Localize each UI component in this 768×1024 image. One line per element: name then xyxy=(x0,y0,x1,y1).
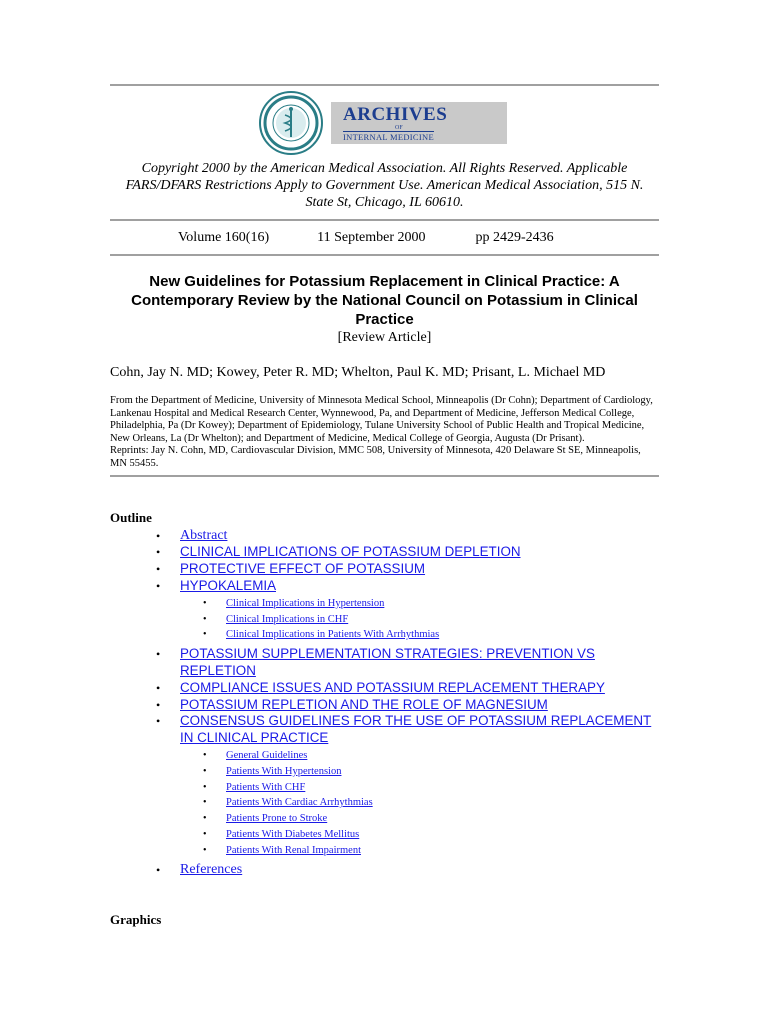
outline-link-hypokalemia[interactable]: HYPOKALEMIA xyxy=(180,577,276,593)
outline-link-patients-stroke[interactable]: Patients Prone to Stroke xyxy=(226,813,328,825)
outline-link-general-guidelines[interactable]: General Guidelines xyxy=(226,749,308,761)
outline-link-patients-hypertension[interactable]: Patients With Hypertension xyxy=(226,765,342,777)
outline-subitem xyxy=(180,596,659,612)
outline-link-compliance[interactable]: COMPLIANCE ISSUES AND POTASSIUM REPLACEMENT THERAPY xyxy=(180,679,605,695)
outline-link-clinical-implications[interactable]: CLINICAL IMPLICATIONS OF POTASSIUM DEPLETION xyxy=(180,544,521,560)
outline-item xyxy=(110,862,659,879)
outline-subitem xyxy=(180,764,659,780)
outline-item xyxy=(110,544,659,561)
journal-title: ARCHIVES xyxy=(343,103,448,125)
article-authors: Cohn, Jay N. MD; Kowey, Peter R. MD; Whelton, Paul K. MD; Prisant, L. Michael MD xyxy=(110,365,606,380)
reprints-text: Reprints: Jay N. Cohn, MD, Cardiovascular Division, MMC 508, University of Minnesota, 420 Delaware St SE, Minneapolis, MN 55455. xyxy=(110,445,641,469)
outline-subitem xyxy=(180,827,659,843)
author-affiliations xyxy=(110,395,659,471)
outline-subitem xyxy=(180,811,659,827)
outline-subitem xyxy=(180,843,659,859)
article-type: [Review Article] xyxy=(337,330,432,345)
masthead xyxy=(259,86,659,160)
outline-link-patients-diabetes[interactable]: Patients With Diabetes Mellitus xyxy=(226,828,360,840)
outline-link-consensus[interactable]: CONSENSUS GUIDELINES FOR THE USE OF POTASSIUM REPLACEMENT IN CLINICAL PRACTICE xyxy=(180,713,652,746)
outline-item xyxy=(110,561,659,578)
outline-subitem xyxy=(180,612,659,628)
outline-link-references[interactable]: References xyxy=(180,861,243,877)
outline-sublist-consensus xyxy=(180,748,659,859)
outline-link-arrhythmias[interactable]: Clinical Implications in Patients With Arrhythmias xyxy=(226,629,440,641)
outline-link-magnesium[interactable]: POTASSIUM REPLETION AND THE ROLE OF MAGNESIUM xyxy=(180,696,548,712)
graphics-heading: Graphics xyxy=(110,912,162,928)
outline-item xyxy=(110,680,659,697)
outline-sublist-hypokalemia xyxy=(180,596,659,643)
outline-item xyxy=(110,713,659,858)
issue-info xyxy=(110,221,659,254)
journal-of: OF xyxy=(395,124,403,131)
copyright-notice: Copyright 2000 by the American Medical Association. All Rights Reserved. Applicable FARS/DFARS Restrictions Apply to Government Use. American Medical Association, 515 N. State St, Chicago, IL 60610. xyxy=(125,161,644,210)
issue-volume: Volume 160(16) xyxy=(178,229,270,245)
outline-link-supplementation[interactable]: POTASSIUM SUPPLEMENTATION STRATEGIES: PREVENTION VS REPLETION xyxy=(180,646,595,678)
outline-heading: Outline xyxy=(110,509,152,525)
affiliation-rule xyxy=(110,475,659,477)
outline-list xyxy=(110,528,659,879)
outline-link-patients-arrhythmias[interactable]: Patients With Cardiac Arrhythmias xyxy=(226,797,373,809)
outline-item xyxy=(110,578,659,643)
outline-subitem xyxy=(180,795,659,811)
ama-seal-icon xyxy=(259,91,323,155)
outline-link-abstract[interactable]: Abstract xyxy=(180,527,228,543)
outline-link-patients-chf[interactable]: Patients With CHF xyxy=(226,781,306,793)
outline-link-hypertension[interactable]: Clinical Implications in Hypertension xyxy=(226,597,385,609)
outline-item xyxy=(110,697,659,714)
journal-subtitle: INTERNAL MEDICINE xyxy=(343,131,434,142)
article-title: New Guidelines for Potassium Replacement in Clinical Practice: A Contemporary Review by the National Council on Potassium in Clinical Practice xyxy=(131,273,638,328)
outline-link-chf[interactable]: Clinical Implications in CHF xyxy=(226,613,349,625)
issue-bottom-rule xyxy=(110,254,659,256)
outline-subitem xyxy=(180,627,659,643)
outline-subitem xyxy=(180,780,659,796)
journal-logo xyxy=(331,102,507,144)
article-page xyxy=(110,84,659,928)
outline-item xyxy=(110,528,659,545)
outline-link-protective-effect[interactable]: PROTECTIVE EFFECT OF POTASSIUM xyxy=(180,561,426,577)
affiliation-text: From the Department of Medicine, University of Minnesota Medical School, Minneapolis (Dr Cohn); Department of Cardiology, Lankenau Hospital and Medical Research Center, Wynnewood, Pa, and Department of Medicine, Jefferson Medical College, Philadelphia, Pa (Dr Kowey); Department of Epidemiology, Tulane University School of Public Health and Tropical Medicine, New Orleans, La (Dr Whelton); and Department of Medicine, Medical College of Georgia, Augusta (Dr Prisant). xyxy=(110,395,653,444)
outline-link-patients-renal[interactable]: Patients With Renal Impairment xyxy=(226,844,361,856)
outline-subitem xyxy=(180,748,659,764)
issue-pages: pp 2429-2436 xyxy=(475,229,554,245)
outline-item xyxy=(110,646,659,680)
issue-date: 11 September 2000 xyxy=(317,229,426,245)
